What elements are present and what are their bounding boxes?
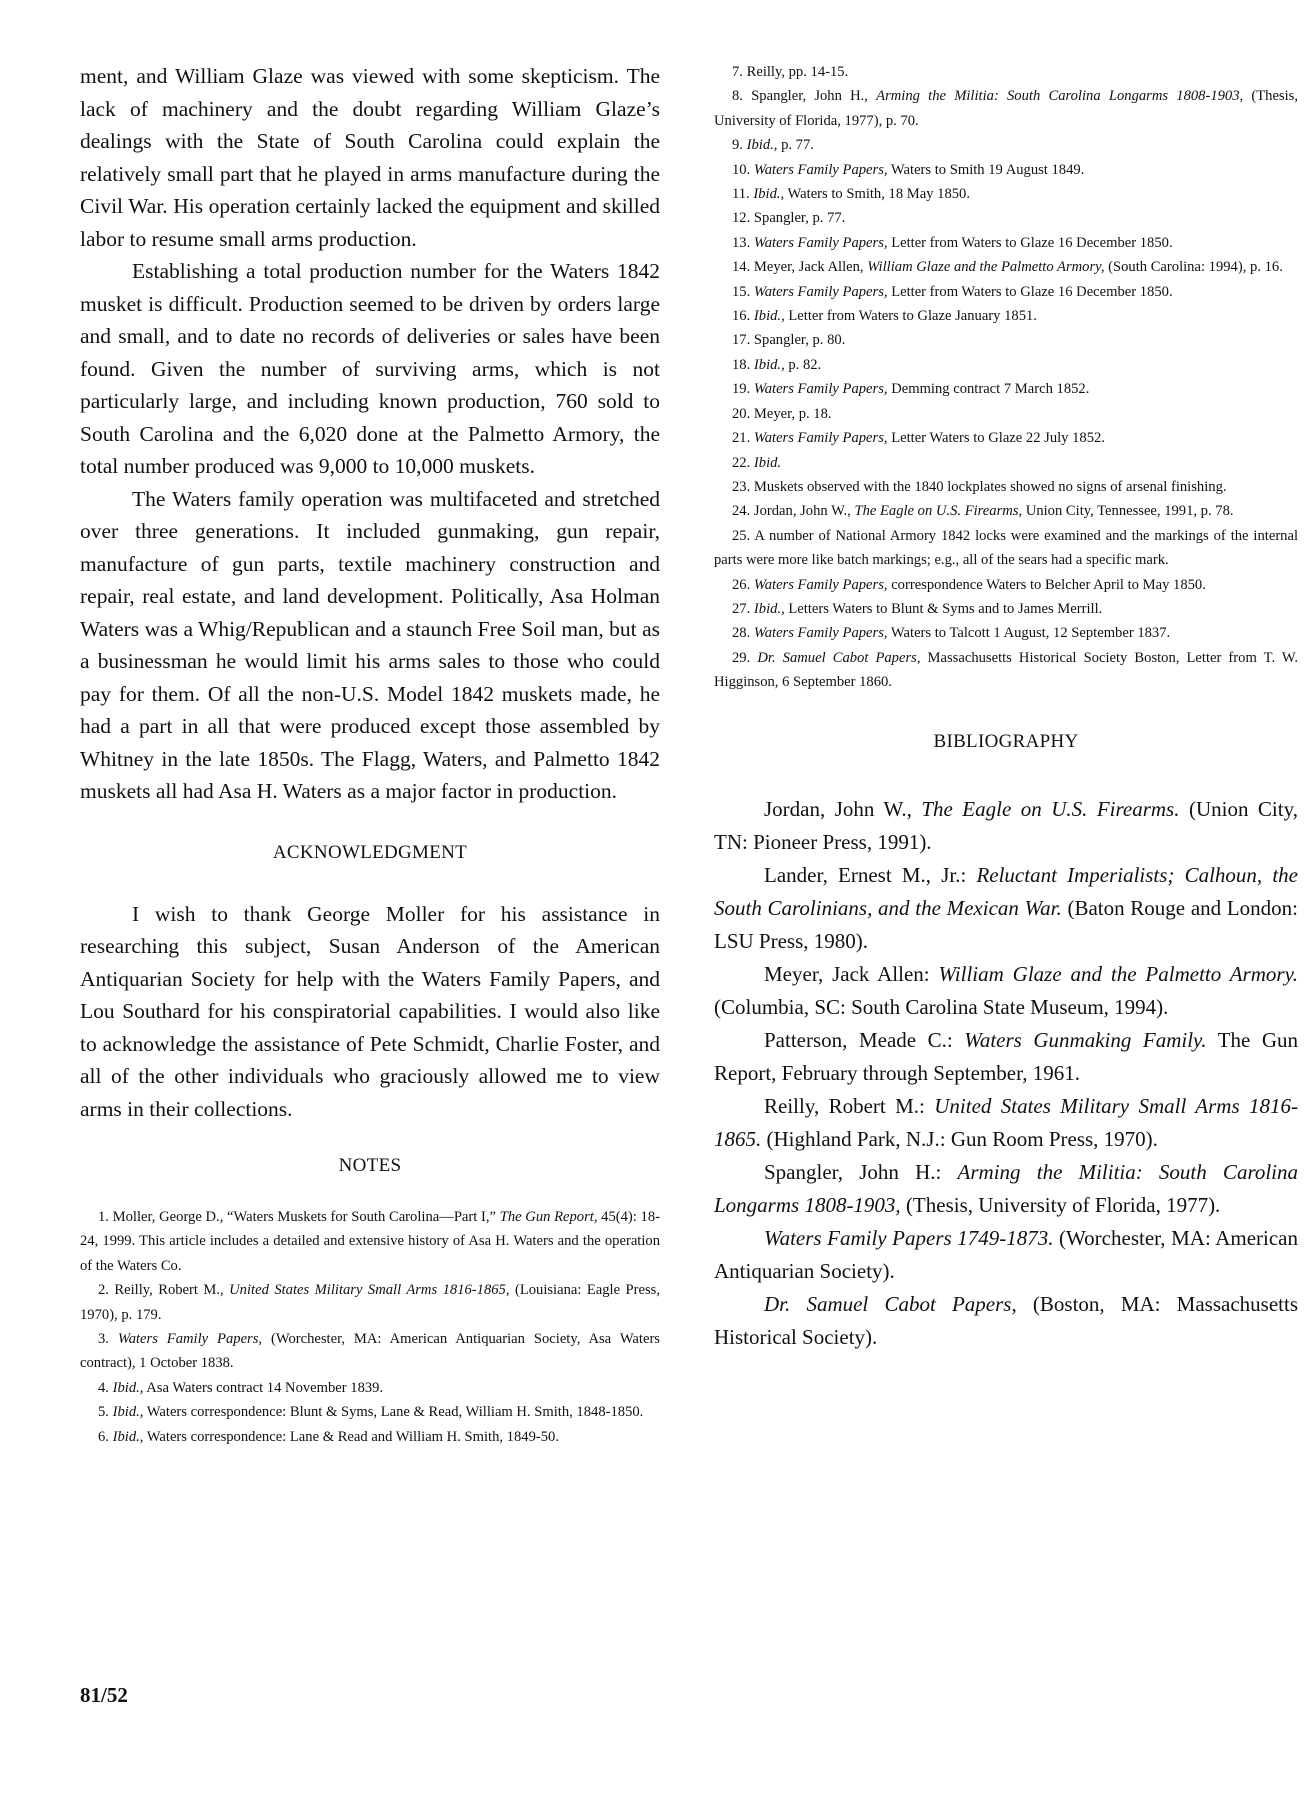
bibliography-entry: Patterson, Meade C.: Waters Gunmaking Family. The Gun Report, February through September, 1961. <box>714 1027 1298 1085</box>
notes-list-left <box>80 1205 660 1449</box>
body-paragraph-1: ment, and William Glaze was viewed with some skepticism. The lack of machinery and the doubt regarding William Glaze’s dealings with the State of South Carolina could explain the relatively small part that he played in arms manufacture during the Civil War. His operation certainly lacked the equipment and skilled labor to resume small arms production. <box>80 64 660 251</box>
note-12: 12. Spangler, p. 77. <box>732 210 846 227</box>
bibliography-entry: Dr. Samuel Cabot Papers, (Boston, MA: Massachusetts Historical Society). <box>714 1291 1299 1349</box>
left-column <box>80 60 660 1449</box>
note-22: 22. Ibid. <box>732 454 782 471</box>
note-5: 5. Ibid., Waters correspondence: Blunt & Syms, Lane & Read, William H. Smith, 1848-1850. <box>98 1404 644 1421</box>
note-16: 16. Ibid., Letter from Waters to Glaze January 1851. <box>732 308 1037 325</box>
note-27: 27. Ibid., Letters Waters to Blunt & Syms and to James Merrill. <box>732 600 1103 617</box>
bibliography-entry: Reilly, Robert M.: United States Military Small Arms 1816-1865. (Highland Park, N.J.: Gun Room Press, 1970). <box>714 1093 1298 1151</box>
note-28: 28. Waters Family Papers, Waters to Talcott 1 August, 12 September 1837. <box>732 625 1171 642</box>
notes-heading: NOTES <box>338 1155 402 1176</box>
note-21: 21. Waters Family Papers, Letter Waters to Glaze 22 July 1852. <box>732 430 1105 447</box>
page-number: 81/52 <box>80 1683 128 1707</box>
note-2: 2. Reilly, Robert M., United States Military Small Arms 1816-1865, (Louisiana: Eagle Press, 1970), p. 179. <box>80 1282 661 1323</box>
note-4: 4. Ibid., Asa Waters contract 14 November 1839. <box>98 1379 384 1396</box>
note-10: 10. Waters Family Papers, Waters to Smith 19 August 1849. <box>732 161 1085 178</box>
bibliography-entry: Spangler, John H.: Arming the Militia: South Carolina Longarms 1808-1903, (Thesis, University of Florida, 1977). <box>714 1159 1299 1217</box>
note-25: 25. A number of National Armory 1842 locks were examined and the markings of the internal parts were more like batch markings; e.g., all of the sears had a specific mark. <box>714 527 1299 569</box>
notes-list-right <box>714 60 1298 695</box>
note-18: 18. Ibid., p. 82. <box>732 356 822 373</box>
note-7: 7. Reilly, pp. 14-15. <box>732 64 849 80</box>
acknowledgment-heading: ACKNOWLEDGMENT <box>272 841 468 863</box>
body-paragraph-2: Establishing a total production number for the Waters 1842 musket is difficult. Production seemed to be driven by orders large and small, and to date no records of deliveries or sales have been found. Given the number of surviving arms, which is not particularly large, and including known production, 760 sold to South Carolina and the 6,020 done at the Palmetto Armory, the total number produced was 9,000 to 10,000 muskets. <box>80 259 660 478</box>
note-8: 8. Spangler, John H., Arming the Militia: South Carolina Longarms 1808-1903, (Thesis, University of Florida, 1977), p. 70. <box>714 88 1298 129</box>
note-19: 19. Waters Family Papers, Demming contract 7 March 1852. <box>732 381 1090 398</box>
bibliography-list <box>714 793 1298 1354</box>
right-column <box>714 60 1298 1354</box>
bibliography-entry: Waters Family Papers 1749-1873. (Worchester, MA: American Antiquarian Society). <box>714 1225 1298 1283</box>
note-13: 13. Waters Family Papers, Letter from Waters to Glaze 16 December 1850. <box>732 234 1173 251</box>
note-1: 1. Moller, George D., “Waters Muskets for South Carolina—Part I,” The Gun Report, 45(4): 18-24, 1999. This article includes a detailed and extensive history of Asa H. Waters and the operation of the Waters Co. <box>80 1209 660 1274</box>
note-3: 3. Waters Family Papers, (Worchester, MA: American Antiquarian Society, Asa Waters contract), 1 October 1838. <box>80 1331 660 1372</box>
note-29: 29. Dr. Samuel Cabot Papers, Massachusetts Historical Society Boston, Letter from T. W. Higginson, 6 September 1860. <box>714 649 1298 691</box>
acknowledgment-text: I wish to thank George Moller for his assistance in researching this subject, Susan Anderson of the American Antiquarian Society for help with the Waters Family Papers, and Lou Southard for his conspiratorial capabilities. I would also like to acknowledge the assistance of Pete Schmidt, Charlie Foster, and all of the other individuals who graciously allowed me to view arms in their collections. <box>80 901 660 1121</box>
note-15: 15. Waters Family Papers, Letter from Waters to Glaze 16 December 1850. <box>732 283 1173 300</box>
note-23: 23. Muskets observed with the 1840 lockplates showed no signs of arsenal finishing. <box>732 478 1227 495</box>
note-17: 17. Spangler, p. 80. <box>732 332 846 349</box>
note-11: 11. Ibid., Waters to Smith, 18 May 1850. <box>732 186 971 203</box>
body-paragraph-3: The Waters family operation was multifaceted and stretched over three generations. It included gunmaking, gun repair, manufacture of gun parts, textile machinery construction and repair, real estate, and land development. Politically, Asa Holman Waters was a Whig/Republican and a staunch Free Soil man, but as a businessman he would limit his arms sales to those who could pay for them. Of all the non-U.S. Model 1842 muskets made, he had a part in all that were produced except those assembled by Whitney in the late 1850s. The Flagg, Waters, and Palmetto 1842 muskets all had Asa H. Waters as a major factor in production. <box>80 486 660 803</box>
bibliography-entry: Jordan, John W., The Eagle on U.S. Firearms. (Union City, TN: Pioneer Press, 1991). <box>714 796 1298 854</box>
bibliography-entry: Lander, Ernest M., Jr.: Reluctant Imperialists; Calhoun, the South Carolinians, and the Mexican War. (Baton Rouge and London: LSU Press, 1980). <box>714 862 1299 953</box>
note-20: 20. Meyer, p. 18. <box>732 405 832 422</box>
bibliography-heading: BIBLIOGRAPHY <box>933 730 1079 752</box>
note-24: 24. Jordan, John W., The Eagle on U.S. Firearms, Union City, Tennessee, 1991, p. 78. <box>732 503 1234 520</box>
note-9: 9. Ibid., p. 77. <box>732 137 814 154</box>
note-26: 26. Waters Family Papers, correspondence Waters to Belcher April to May 1850. <box>732 576 1206 593</box>
note-14: 14. Meyer, Jack Allen, William Glaze and the Palmetto Armory, (South Carolina: 1994), p. 16. <box>732 259 1283 276</box>
note-6: 6. Ibid., Waters correspondence: Lane & Read and William H. Smith, 1849-50. <box>98 1428 559 1445</box>
bibliography-entry: Meyer, Jack Allen: William Glaze and the Palmetto Armory. (Columbia, SC: South Carolina State Museum, 1994). <box>714 961 1298 1019</box>
